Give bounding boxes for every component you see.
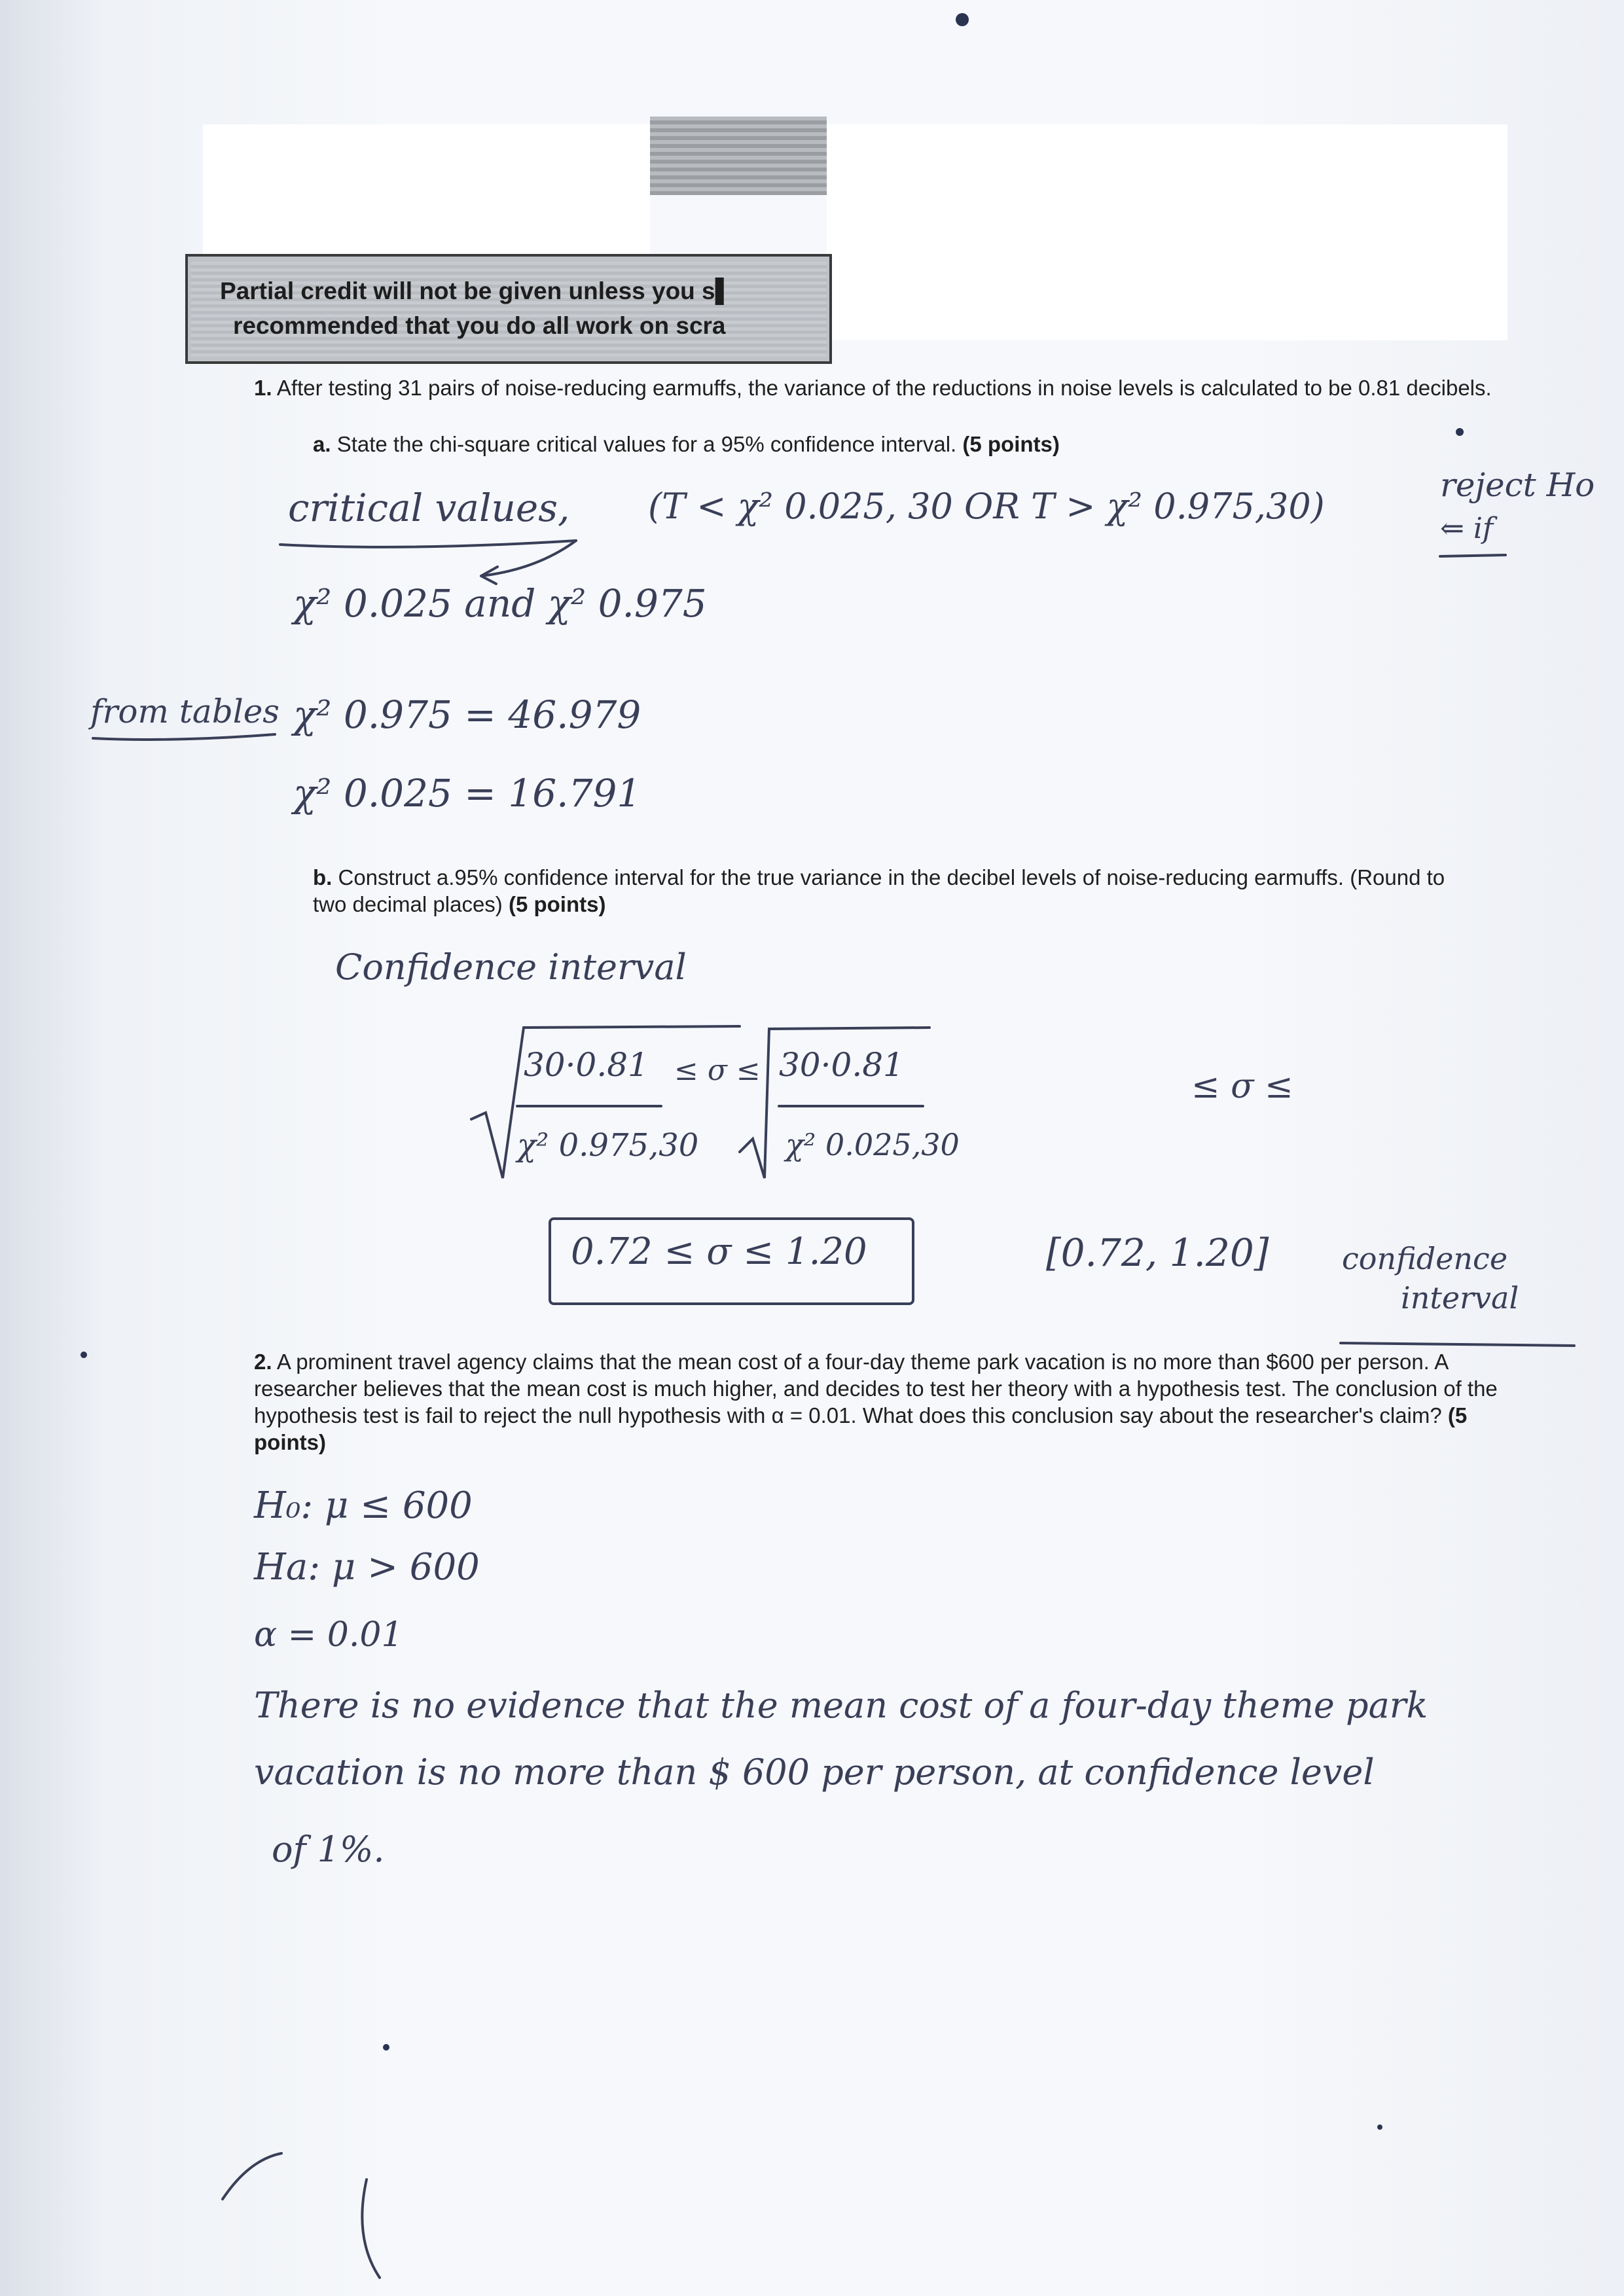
question-1b-text: Construct a.95% confidence interval for the true variance in the decibel levels of noise-reducing earmuffs. (Round to two decimal places) xyxy=(313,865,1445,916)
instructions-line-1: Partial credit will not be given unless you s▌ xyxy=(220,278,732,304)
question-1a-points: (5 points) xyxy=(962,432,1060,456)
hw-chi-pair: χ² 0.025 and χ² 0.975 xyxy=(293,581,707,626)
question-1b-letter: b. xyxy=(313,865,333,889)
hw-h0: H₀: μ ≤ 600 xyxy=(254,1484,473,1527)
question-2-points: (5 points) xyxy=(254,1403,1468,1454)
hw-boxed-result: 0.72 ≤ σ ≤ 1.20 xyxy=(571,1230,867,1273)
question-1b-points: (5 points) xyxy=(508,892,606,916)
instructions-line-2: recommended that you do all work on scra xyxy=(233,312,726,339)
question-1-number: 1. xyxy=(254,376,272,400)
hw-interval-label-2: interval xyxy=(1401,1280,1519,1316)
question-2-number: 2. xyxy=(254,1350,272,1374)
question-1a xyxy=(313,431,1504,457)
hw-critical-values: critical values, xyxy=(288,486,570,530)
hw-alpha: α = 0.01 xyxy=(254,1615,403,1655)
hw-reject-ho: reject Ho xyxy=(1440,466,1595,504)
hw-conclusion-2: vacation is no more than $ 600 per person, at confidence level xyxy=(254,1751,1375,1793)
hw-conclusion-1: There is no evidence that the mean cost of a four-day theme park xyxy=(254,1685,1428,1726)
hw-chi-upper: χ² 0.975 = 46.979 xyxy=(293,692,641,737)
question-1a-letter: a. xyxy=(313,432,331,456)
hw-sigma-mid: ≤ σ ≤ xyxy=(674,1054,761,1087)
question-1-text: After testing 31 pairs of noise-reducing earmuffs, the variance of the reductions in noise levels is calculated to be 0.81 decibels. xyxy=(276,376,1492,400)
hw-ha: Ha: μ > 600 xyxy=(254,1546,480,1588)
question-1b xyxy=(313,864,1452,918)
question-2-text: A prominent travel agency claims that the mean cost of a four-day theme park vacation is no more than $600 per person. A researcher believes that the mean cost is much higher, and decides to test her theory with a hypothesis test. The conclusion of the hypothesis test is fail to reject the null hypothesis with α = 0.01. What does this conclusion say about the researcher's claim? xyxy=(254,1350,1498,1427)
header-photo-fragment xyxy=(650,117,827,195)
hw-den-right: χ² 0.025,30 xyxy=(785,1127,960,1162)
question-1 xyxy=(254,374,1504,401)
question-2 xyxy=(254,1348,1504,1456)
hw-reject-rule: (T < χ² 0.025, 30 OR T > χ² 0.975,30) xyxy=(648,486,1325,527)
hw-from-tables: from tables xyxy=(90,692,280,730)
hw-trail: ≤ σ ≤ xyxy=(1191,1067,1293,1106)
hw-ci-heading: Confidence interval xyxy=(335,946,687,988)
hw-num-left: 30·0.81 xyxy=(524,1046,649,1084)
hw-if: ⇐ if xyxy=(1440,512,1494,545)
hw-num-right: 30·0.81 xyxy=(779,1046,904,1084)
question-1a-text: State the chi-square critical values for a 95% confidence interval. xyxy=(336,432,957,456)
hw-conclusion-3: of 1%. xyxy=(272,1829,385,1870)
hw-interval: [0.72, 1.20] xyxy=(1046,1230,1269,1275)
hw-chi-lower: χ² 0.025 = 16.791 xyxy=(293,771,641,816)
hw-interval-label-1: confidence xyxy=(1342,1241,1508,1276)
redaction-right xyxy=(827,124,1507,340)
hw-den-left: χ² 0.975,30 xyxy=(517,1127,699,1164)
instructions-box-fill xyxy=(191,262,827,357)
